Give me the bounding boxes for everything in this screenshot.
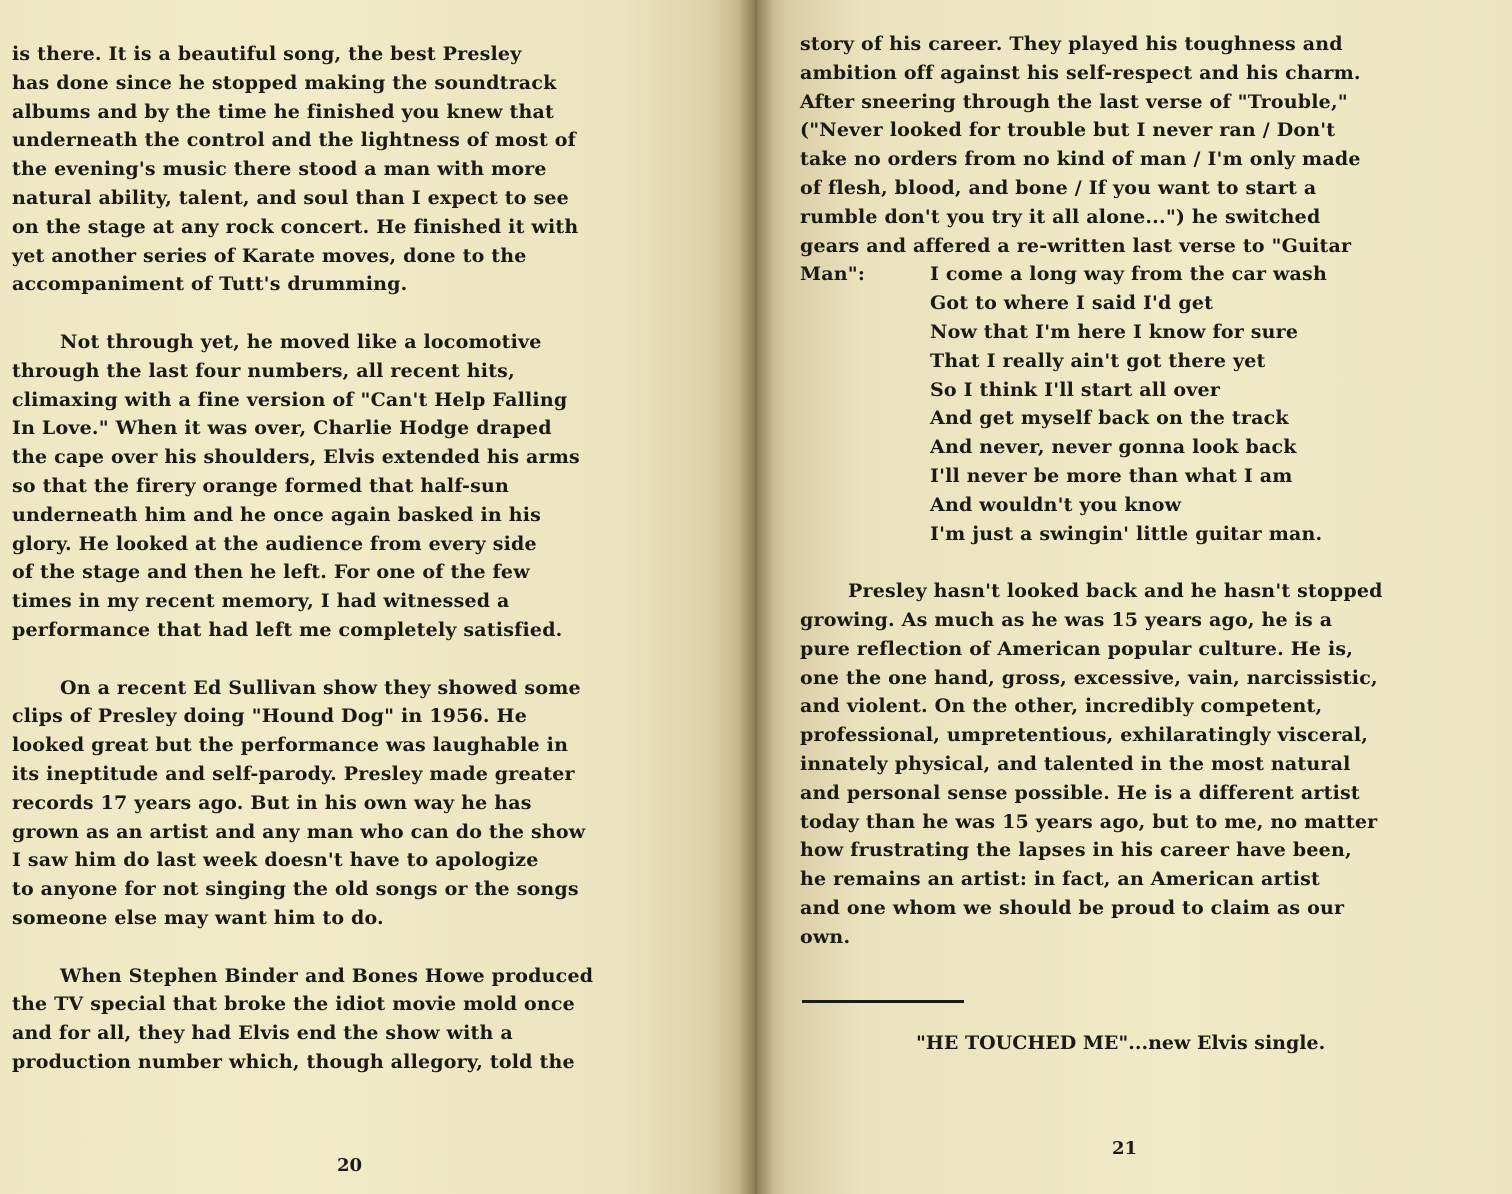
text-line: glory. He looked at the audience from every side <box>12 532 537 555</box>
text-line: underneath the control and the lightness of most of <box>12 129 576 152</box>
footnote-rule <box>802 1000 964 1003</box>
intro-paragraph <box>800 30 1500 260</box>
lyric-line: And never, never gonna look back <box>930 436 1297 459</box>
paragraph-3 <box>12 674 712 933</box>
text-line: underneath him and he once again basked in his <box>12 503 542 526</box>
text-line: one the one hand, gross, excessive, vain, narcissistic, <box>800 666 1378 689</box>
text-line: the cape over his shoulders, Elvis extended his arms <box>12 446 580 469</box>
lyric-line: I'll never be more than what I am <box>930 464 1293 487</box>
lyrics-lead: Man": <box>800 263 866 286</box>
text-line: When Stephen Binder and Bones Howe produced <box>60 964 594 987</box>
text-line: the evening's music there stood a man with more <box>12 158 547 181</box>
text-line: is there. It is a beautiful song, the best Presley <box>12 43 522 65</box>
text-line: of the stage and then he left. For one of the few <box>12 561 530 584</box>
text-line: innately physical, and talented in the most natural <box>800 752 1351 775</box>
lyric-line: Now that I'm here I know for sure <box>930 320 1299 343</box>
text-line: natural ability, talent, and soul than I expect to see <box>12 186 569 209</box>
lyrics-block <box>800 260 1500 548</box>
lyric-line: I'm just a swingin' little guitar man. <box>930 522 1323 545</box>
text-line: he remains an artist: in fact, an American artist <box>800 868 1321 891</box>
text-line: and violent. On the other, incredibly competent, <box>800 695 1323 718</box>
text-line: and personal sense possible. He is a different artist <box>800 781 1360 804</box>
footnote: "HE TOUCHED ME"...new Elvis single. <box>916 1032 1326 1054</box>
book-gutter <box>738 0 774 1194</box>
text-line: growing. As much as he was 15 years ago, he is a <box>800 608 1333 631</box>
text-line: On a recent Ed Sullivan show they showed some <box>60 676 581 699</box>
paragraph-1 <box>12 40 712 299</box>
right-page <box>756 0 1512 1194</box>
text-line: someone else may want him to do. <box>12 906 384 929</box>
text-line: performance that had left me completely satisfied. <box>12 618 563 641</box>
paragraph-4 <box>12 962 712 1077</box>
text-line: Presley hasn't looked back and he hasn't stopped <box>848 580 1383 603</box>
lyric-line: I come a long way from the car wash <box>930 263 1327 286</box>
text-line: has done since he stopped making the soundtrack <box>12 71 557 94</box>
song-lyrics <box>930 260 1327 548</box>
text-line: own. <box>800 925 851 948</box>
text-line: records 17 years ago. But in his own way he has <box>12 791 532 814</box>
text-line: accompaniment of Tutt's drumming. <box>12 273 408 296</box>
text-line: yet another series of Karate moves, done to the <box>12 244 527 267</box>
text-line: ("Never looked for trouble but I never ran / Don't <box>800 119 1336 142</box>
text-line: through the last four numbers, all recent hits, <box>12 359 515 382</box>
page-number: 20 <box>337 1155 363 1176</box>
text-line: and one whom we should be proud to claim as our <box>800 896 1345 919</box>
text-line: gears and affered a re-written last verse to "Guitar <box>800 234 1352 257</box>
text-line: so that the firery orange formed that half-sun <box>12 474 510 497</box>
text-line: clips of Presley doing "Hound Dog" in 1956. He <box>12 705 527 728</box>
text-line: times in my recent memory, I had witnessed a <box>12 590 510 613</box>
lyric-line: Got to where I said I'd get <box>930 292 1214 315</box>
text-line: In Love." When it was over, Charlie Hodge draped <box>12 417 552 440</box>
text-line: climaxing with a fine version of "Can't Help Falling <box>12 388 568 411</box>
text-line: I saw him do last week doesn't have to apologize <box>12 849 539 872</box>
text-line: grown as an artist and any man who can do the show <box>12 820 586 843</box>
text-line: take no orders from no kind of man / I'm only made <box>800 148 1361 171</box>
text-line: production number which, though allegory, told the <box>12 1050 575 1073</box>
text-line: on the stage at any rock concert. He finished it with <box>12 215 579 238</box>
text-line: pure reflection of American popular culture. He is, <box>800 637 1354 660</box>
text-line: of flesh, blood, and bone / If you want to start a <box>800 176 1317 199</box>
text-line: ambition off against his self-respect and his charm. <box>800 61 1361 84</box>
lyric-line: And wouldn't you know <box>930 493 1182 516</box>
paragraph-2 <box>12 328 712 645</box>
text-line: Not through yet, he moved like a locomotive <box>60 330 542 353</box>
text-line: After sneering through the last verse of "Trouble," <box>800 90 1348 113</box>
text-line: rumble don't you try it all alone...") he switched <box>800 205 1321 228</box>
text-line: and for all, they had Elvis end the show with a <box>12 1022 513 1045</box>
text-line: looked great but the performance was laughable in <box>12 734 569 757</box>
text-line: story of his career. They played his toughness and <box>800 33 1343 55</box>
lyric-line: That I really ain't got there yet <box>930 349 1266 372</box>
text-line: to anyone for not singing the old songs or the songs <box>12 878 579 901</box>
text-line: the TV special that broke the idiot movie mold once <box>12 993 575 1016</box>
left-page-text <box>12 40 712 1105</box>
page-number: 21 <box>1112 1138 1138 1159</box>
closing-paragraph <box>800 577 1500 951</box>
text-line: professional, umpretentious, exhilaratingly visceral, <box>800 724 1369 747</box>
text-line: how frustrating the lapses in his career have been, <box>800 839 1352 862</box>
lyric-line: And get myself back on the track <box>930 407 1289 430</box>
text-line: today than he was 15 years ago, but to me, no matter <box>800 810 1378 833</box>
text-line: albums and by the time he finished you knew that <box>12 100 554 123</box>
lyric-line: So I think I'll start all over <box>930 378 1221 401</box>
right-page-text <box>800 30 1500 980</box>
text-line: its ineptitude and self-parody. Presley made greater <box>12 762 575 785</box>
